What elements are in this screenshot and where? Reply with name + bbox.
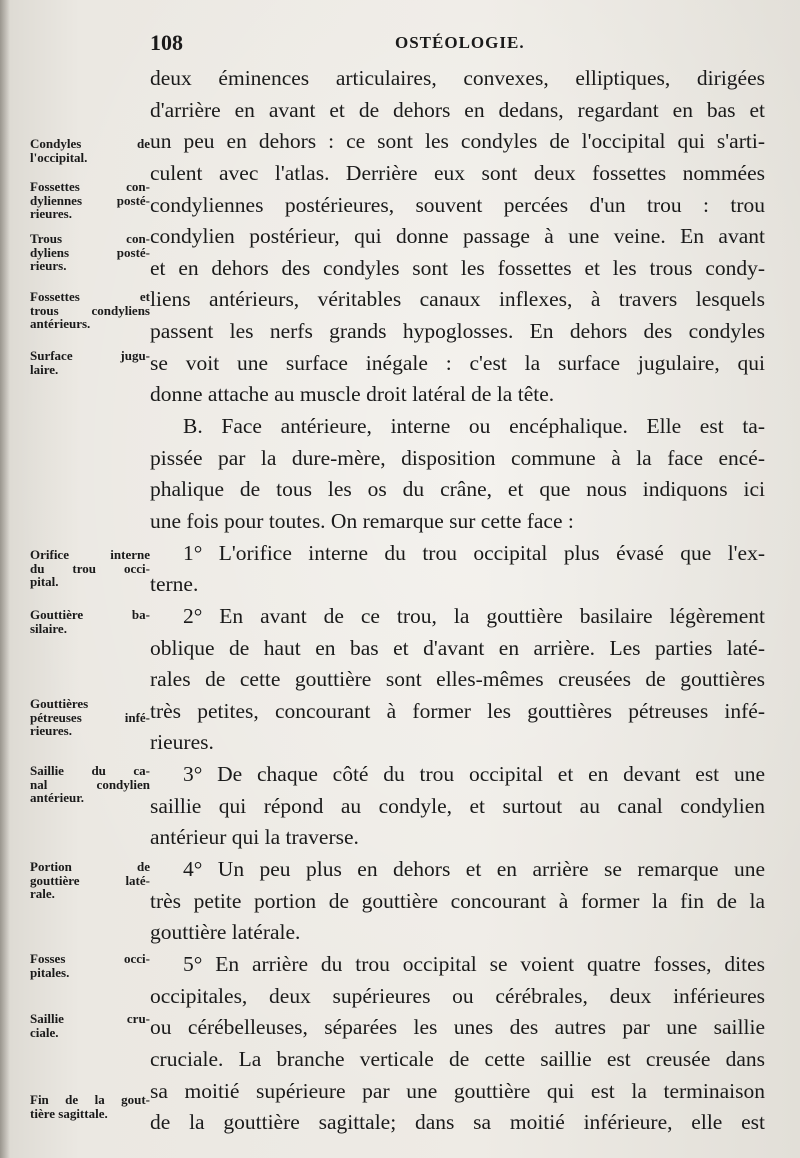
margin-note-line: laire. xyxy=(30,361,59,377)
text-line: terne. xyxy=(150,572,199,597)
margin-note-line: pital. xyxy=(30,574,59,589)
text-line: et en dehors des condyles sont les fossettes et les trous condy- xyxy=(150,255,765,280)
margin-note xyxy=(30,952,150,979)
margin-note-line: tière sagittale. xyxy=(30,1105,108,1121)
text-line: rieures. xyxy=(150,730,214,755)
text-line: antérieur qui la traverse. xyxy=(150,825,359,850)
margin-note-line: rale. xyxy=(30,886,55,901)
text-line: d'arrière en avant et de dehors en dedans, regardant en bas et xyxy=(150,97,765,122)
body-text xyxy=(150,63,765,1139)
margin-note-line: Orifice interne xyxy=(30,547,150,562)
text-line: culent avec l'atlas. Derrière eux sont deux fossettes nommées xyxy=(150,160,765,185)
margin-note-line: pétreuses infé- xyxy=(30,709,150,725)
margin-note xyxy=(30,764,150,805)
margin-note-line: nal condylien xyxy=(30,776,150,792)
margin-note-line: Trous con- xyxy=(30,231,150,246)
margin-note-line: Saillie du ca- xyxy=(30,763,150,778)
text-line: très petite portion de gouttière concourant à former la fin de la xyxy=(150,888,765,913)
margin-note-line: Condyles de xyxy=(30,136,150,151)
margin-note xyxy=(30,697,150,738)
margin-note-line: Gouttière ba- xyxy=(30,607,150,622)
margin-note-line: Fossettes con- xyxy=(30,179,150,194)
text-line: deux éminences articulaires, convexes, elliptiques, dirigées xyxy=(150,66,765,90)
text-line: cruciale. La branche verticale de cette saillie est creusée dans xyxy=(150,1046,765,1071)
text-line: 1° L'orifice interne du trou occipital plus évasé que l'ex- xyxy=(183,540,765,565)
text-line: très petites, concourant à former les gouttières pétreuses infé- xyxy=(150,698,765,723)
margin-note-line: ciale. xyxy=(30,1024,59,1040)
text-line: liens antérieurs, véritables canaux inflexes, à travers lesquels xyxy=(150,287,765,312)
margin-note-line: du trou occi- xyxy=(30,560,150,576)
text-line: B. Face antérieure, interne ou encéphalique. Elle est ta- xyxy=(183,414,765,439)
margin-note-line: Saillie cru- xyxy=(30,1011,150,1026)
text-line: se voit une surface inégale : c'est la surface jugulaire, qui xyxy=(150,350,765,375)
text-line: ou cérébelleuses, séparées les unes des autres par une saillie xyxy=(150,1015,765,1040)
margin-note xyxy=(30,860,150,901)
margin-note-line: pitales. xyxy=(30,964,70,980)
margin-note-line: dyliennes posté- xyxy=(30,192,150,208)
text-line: sa moitié supérieure par une gouttière qui est la terminaison xyxy=(150,1078,765,1103)
text-line: rales de cette gouttière sont elles-mêmes creusées de gouttières xyxy=(150,667,765,692)
margin-note xyxy=(30,290,150,331)
text-line: condyliennes postérieures, souvent percées d'un trou : trou xyxy=(150,192,765,217)
text-line: une fois pour toutes. On remarque sur cette face : xyxy=(150,508,574,533)
page-number: 108 xyxy=(150,30,183,55)
margin-note-line: rieurs. xyxy=(30,258,67,273)
margin-note xyxy=(30,232,150,273)
text-line: pissée par la dure-mère, disposition commune à la face encé- xyxy=(150,445,765,470)
margin-note-line: rieures. xyxy=(30,206,72,221)
margin-note-line: l'occipital. xyxy=(30,149,88,165)
margin-note-line: Fosses occi- xyxy=(30,951,150,966)
margin-note xyxy=(30,548,150,589)
text-line: 2° En avant de ce trou, la gouttière basilaire légèrement xyxy=(183,603,765,628)
margin-note xyxy=(30,137,150,164)
text-line: occipitales, deux supérieures ou cérébrales, deux inférieures xyxy=(150,983,765,1008)
text-line: 4° Un peu plus en dehors et en arrière se remarque une xyxy=(183,857,765,882)
text-line: de la gouttière sagittale; dans sa moitié inférieure, elle est xyxy=(150,1110,765,1135)
margin-note-line: trous condyliens xyxy=(30,302,150,318)
text-line: un peu en dehors : ce sont les condyles de l'occipital qui s'arti- xyxy=(150,129,765,154)
margin-note-line: Fossettes et xyxy=(30,289,150,304)
running-title: OSTÉOLOGIE. xyxy=(395,33,525,52)
margin-note xyxy=(30,180,150,221)
margin-note-line: Portion de xyxy=(30,859,150,874)
text-line: 3° De chaque côté du trou occipital et en devant est une xyxy=(183,762,765,787)
text-line: phalique de tous les os du crâne, et que nous indiquons ici xyxy=(150,477,765,502)
text-line: saillie qui répond au condyle, et surtout au canal condylien xyxy=(150,793,765,818)
margin-note xyxy=(30,349,150,376)
page-header xyxy=(150,30,770,60)
margin-note-line: antérieur. xyxy=(30,790,85,805)
margin-note-line: Fin de la gout- xyxy=(30,1092,150,1107)
text-line: donne attache au muscle droit latéral de la tête. xyxy=(150,382,555,407)
text-line: 5° En arrière du trou occipital se voient quatre fosses, dites xyxy=(183,951,765,976)
margin-note-line: silaire. xyxy=(30,620,67,636)
margin-note xyxy=(30,1093,150,1120)
margin-note xyxy=(30,1012,150,1039)
text-line: gouttière latérale. xyxy=(150,920,301,945)
margin-note xyxy=(30,608,150,635)
margin-note-line: antérieurs. xyxy=(30,316,91,331)
margin-note-line: Gouttières xyxy=(30,696,89,711)
text-line: passent les nerfs grands hypoglosses. En dehors des condyles xyxy=(150,319,765,344)
page-gutter-shadow xyxy=(0,0,10,1158)
margin-note-line: dyliens posté- xyxy=(30,244,150,260)
text-line: condylien postérieur, qui donne passage à une veine. En avant xyxy=(150,224,765,249)
margin-note-line: rieures. xyxy=(30,723,72,738)
margin-note-line: Surface jugu- xyxy=(30,348,150,363)
margin-note-line: gouttière laté- xyxy=(30,872,150,888)
text-line: oblique de haut en bas et d'avant en arrière. Les parties laté- xyxy=(150,635,765,660)
